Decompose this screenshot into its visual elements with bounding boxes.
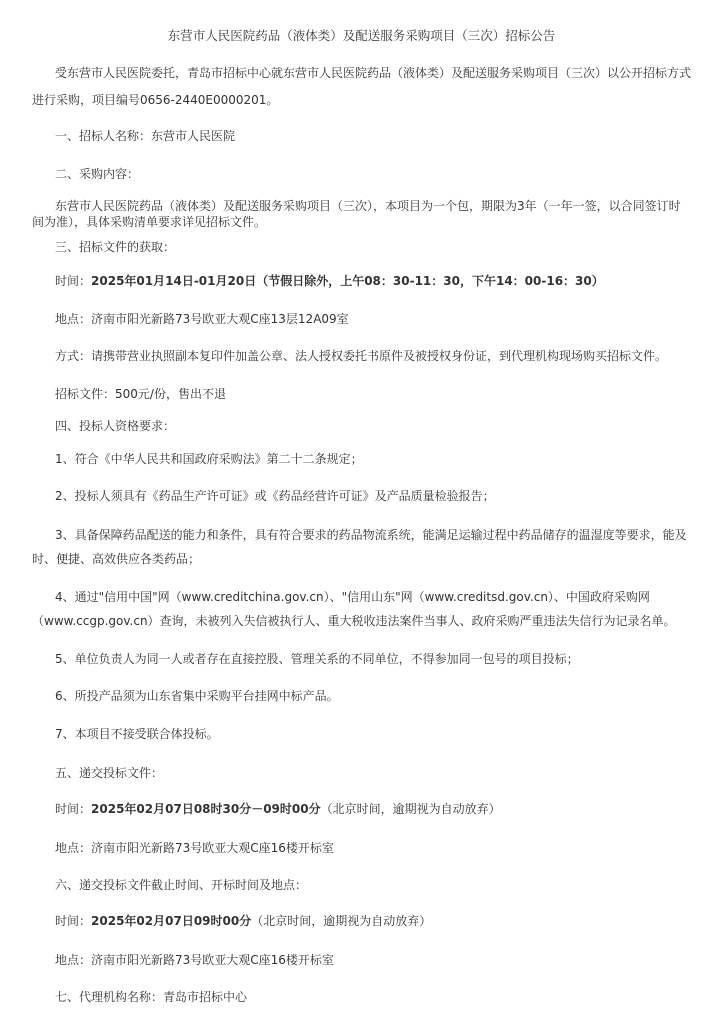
requirement-3-line-1: 3、具备保障药品配送的能力和条件，具有符合要求的药品物流系统，能满足运输过程中药品储存的温湿度等要求，能及	[55, 528, 687, 542]
section-5-place: 地点：济南市阳光新路73号欧亚大观C座16楼开标室	[55, 841, 334, 855]
time-label: 时间：	[55, 914, 92, 928]
section-3-fee: 招标文件：500元/份，售出不退	[55, 387, 226, 401]
requirement-2: 2、投标人须具有《药品生产许可证》或《药品经营许可证》及产品质量检验报告；	[55, 489, 495, 503]
requirement-3-line-2: 时、便捷、高效供应各类药品；	[32, 552, 201, 566]
requirement-4-line-2: （www.ccgp.gov.cn）查询，未被列入失信被执行人、重大税收违法案件当事人、政府采购严重违法失信行为记录名单。	[32, 614, 676, 628]
section-5-heading: 五、递交投标文件：	[55, 766, 164, 780]
requirement-7: 7、本项目不接受联合体投标。	[55, 727, 219, 741]
requirement-4-line-1: 4、通过"信用中国"网（www.creditchina.gov.cn）、"信用山东"网（www.creditsd.gov.cn）、中国政府采购网	[55, 590, 650, 604]
section-7-agency: 七、代理机构名称：青岛市招标中心	[55, 990, 248, 1004]
time-note: （北京时间，逾期视为自动放弃）	[320, 802, 501, 816]
requirement-5: 5、单位负责人为同一人或者存在直接控股、管理关系的不同单位，不得参加同一包号的项目投标；	[55, 652, 579, 666]
page-title: 东营市人民医院药品（液体类）及配送服务采购项目（三次）招标公告	[167, 28, 556, 43]
section-3-place: 地点：济南市阳光新路73号欧亚大观C座13层12A09室	[55, 312, 349, 326]
time-value: 2025年02月07日08时30分－09时00分	[91, 802, 321, 816]
section-3-method: 方式：请携带营业执照副本复印件加盖公章、法人授权委托书原件及被授权身份证，到代理机构现场购买招标文件。	[55, 349, 668, 363]
section-6-place: 地点：济南市阳光新路73号欧亚大观C座16楼开标室	[55, 953, 334, 967]
section-6-heading: 六、递交投标文件截止时间、开标时间及地点：	[55, 878, 308, 892]
section-6-time	[55, 912, 707, 931]
section-4-heading: 四、投标人资格要求：	[55, 419, 176, 433]
time-label: 时间：	[55, 802, 92, 816]
requirement-6: 6、所投产品须为山东省集中采购平台挂网中标产品。	[55, 689, 339, 703]
section-2-heading: 二、采购内容：	[55, 167, 140, 181]
time-value: 2025年02月07日09时00分	[91, 914, 252, 928]
intro-line-2: 进行采购，项目编号0656-2440E0000201。	[32, 93, 279, 107]
section-2-line-2: 间为准），具体采购清单要求详见招标文件。	[32, 215, 267, 229]
section-5-time	[55, 800, 707, 819]
requirement-1: 1、符合《中华人民共和国政府采购法》第二十二条规定；	[55, 452, 363, 466]
section-3-heading: 三、招标文件的获取：	[55, 240, 176, 254]
time-note: （北京时间，逾期视为自动放弃）	[251, 914, 432, 928]
intro-paragraph	[55, 64, 707, 83]
section-1-tenderer: 一、招标人名称：东营市人民医院	[55, 129, 236, 143]
time-label: 时间：	[55, 274, 92, 288]
time-value: 2025年01月14日-01月20日（节假日除外，上午08：30-11：30，下午14：00-16：30）	[91, 274, 604, 288]
section-3-time	[55, 272, 707, 291]
section-2-line-1: 东营市人民医院药品（液体类）及配送服务采购项目（三次），本项目为一个包，期限为3年（一年一签，以合同签订时	[55, 199, 681, 213]
intro-paragraph-cont	[32, 91, 684, 110]
intro-line-1: 受东营市人民医院委托，青岛市招标中心就东营市人民医院药品（液体类）及配送服务采购项目（三次）以公开招标方式	[55, 66, 692, 80]
